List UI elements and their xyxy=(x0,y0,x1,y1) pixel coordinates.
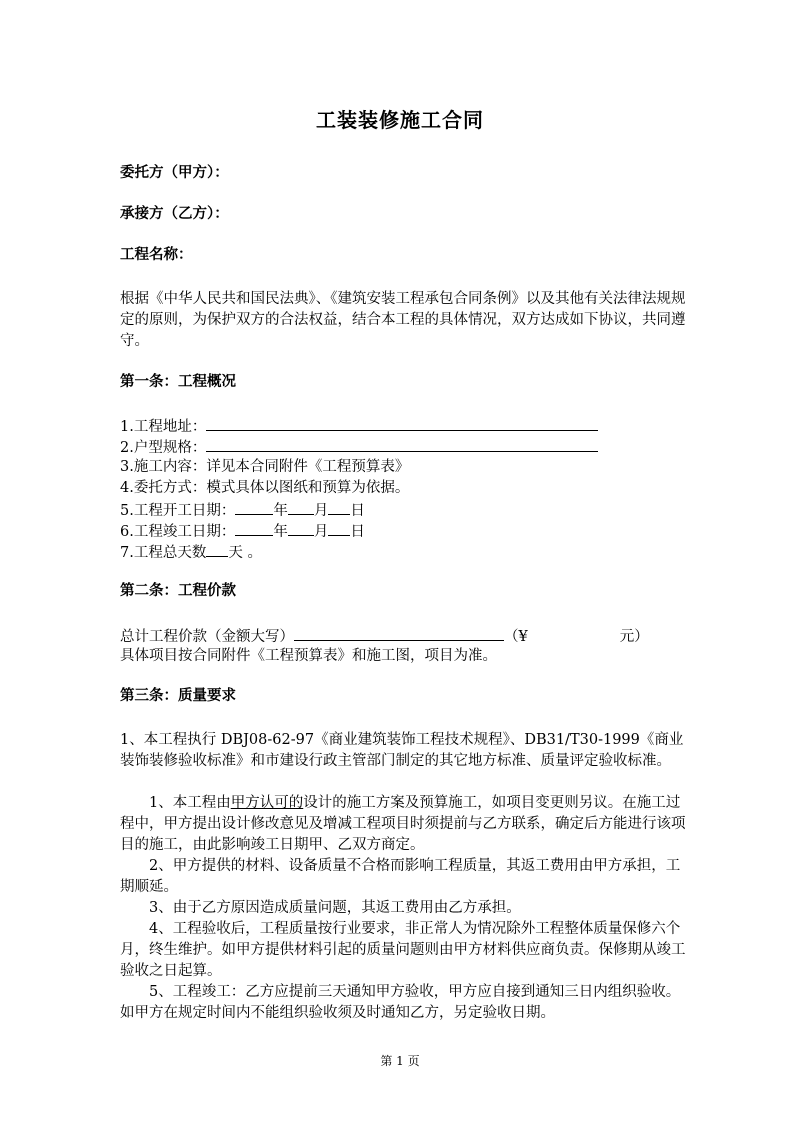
address-blank xyxy=(206,415,598,431)
start-day-blank xyxy=(328,499,350,515)
quality-item-1 xyxy=(120,793,686,856)
article2-heading: 第二条：工程价款 xyxy=(120,583,236,599)
layout-line xyxy=(120,436,598,459)
yuan-close: 元） xyxy=(619,629,649,645)
days-blank xyxy=(206,541,228,557)
start-day: 日 xyxy=(350,503,365,519)
end-label: 6.工程竣工日期： xyxy=(120,524,236,540)
end-date-line xyxy=(120,520,365,543)
page-number: 第 1 页 xyxy=(380,1054,420,1068)
quality-item-3: 3、由于乙方原因造成质量问题，其返工费用由乙方承担。 xyxy=(149,900,521,916)
content-line: 3.施工内容：详见本合同附件《工程预算表》 xyxy=(120,459,410,475)
quality-item-2: 2、甲方提供的材料、设备质量不合格而影响工程质量，其返工费用由甲方承担，工期顺延。 xyxy=(120,858,681,895)
quality-standard-paragraph: 1、本工程执行 DBJ08-62-97《商业建筑装饰工程技术规程》、DB31/T30-1999《商业装饰装修验收标准》和市建设行政主管部门制定的其它地方标准、质量评定验收标准。 xyxy=(120,732,684,769)
days-label: 7.工程总天数 xyxy=(120,545,207,561)
end-day: 日 xyxy=(350,524,365,540)
layout-blank xyxy=(206,436,598,452)
quality-item-1-post: 设计的施工方案及预算施工，如项目变更则另议。在施工过程中，甲方提出设计修改意见及增减工程项目时须提前与乙方联系，确定后方能进行该项目的施工，由此影响竣工日期甲、乙双方商定。 xyxy=(120,795,686,853)
mode-line: 4.委托方式：模式具体以图纸和预算为依据。 xyxy=(120,480,410,496)
quality-item-1-underlined: 甲方认可的 xyxy=(230,795,304,811)
start-month-blank xyxy=(288,499,314,515)
total-price-label: 总计工程价款（金额大写） xyxy=(120,629,294,645)
intro-paragraph: 根据《中华人民共和国民法典》、《建筑安装工程承包合同条例》以及其他有关法律法规规定的原则，为保护双方的合法权益，结合本工程的具体情况，双方达成如下协议，共同遵守。 xyxy=(120,291,686,349)
end-month: 月 xyxy=(313,524,329,540)
address-line xyxy=(120,415,598,438)
end-day-blank xyxy=(328,520,350,536)
total-days-line xyxy=(120,541,262,564)
article3-heading: 第三条：质量要求 xyxy=(120,688,236,704)
project-name-label: 工程名称： xyxy=(120,247,193,263)
document-title: 工装装修施工合同 xyxy=(316,108,484,132)
client-label: 委托方（甲方）： xyxy=(120,165,229,181)
article1-heading: 第一条：工程概况 xyxy=(120,374,236,390)
start-year: 年 xyxy=(273,503,288,519)
end-month-blank xyxy=(288,520,314,536)
address-label: 1.工程地址： xyxy=(120,419,207,435)
yen-open: （¥ xyxy=(504,629,528,645)
contractor-label: 承接方（乙方）： xyxy=(120,206,229,222)
days-unit: 天 。 xyxy=(228,545,262,561)
layout-label: 2.户型规格： xyxy=(120,440,207,456)
start-label: 5.工程开工日期： xyxy=(120,503,236,519)
quality-item-5: 5、工程竣工：乙方应提前三天通知甲方验收，甲方应自接到通知三日内组织验收。如甲方在规定时间内不能组织验收须及时通知乙方，另定验收日期。 xyxy=(120,984,681,1021)
start-date-line xyxy=(120,499,365,522)
price-note: 具体项目按合同附件《工程预算表》和施工图，项目为准。 xyxy=(120,648,497,664)
start-month: 月 xyxy=(313,503,329,519)
end-year: 年 xyxy=(273,524,288,540)
quality-item-4: 4、工程验收后，工程质量按行业要求，非正常人为情况除外工程整体质量保修六个月，终生维护。如甲方提供材料引起的质量问题则由甲方材料供应商负责。保修期从竣工验收之日起算。 xyxy=(120,921,686,979)
quality-item-1-pre: 1、本工程由 xyxy=(149,795,231,811)
total-price-line xyxy=(120,625,649,648)
start-year-blank xyxy=(235,499,273,515)
total-price-blank xyxy=(294,625,504,641)
end-year-blank xyxy=(235,520,273,536)
